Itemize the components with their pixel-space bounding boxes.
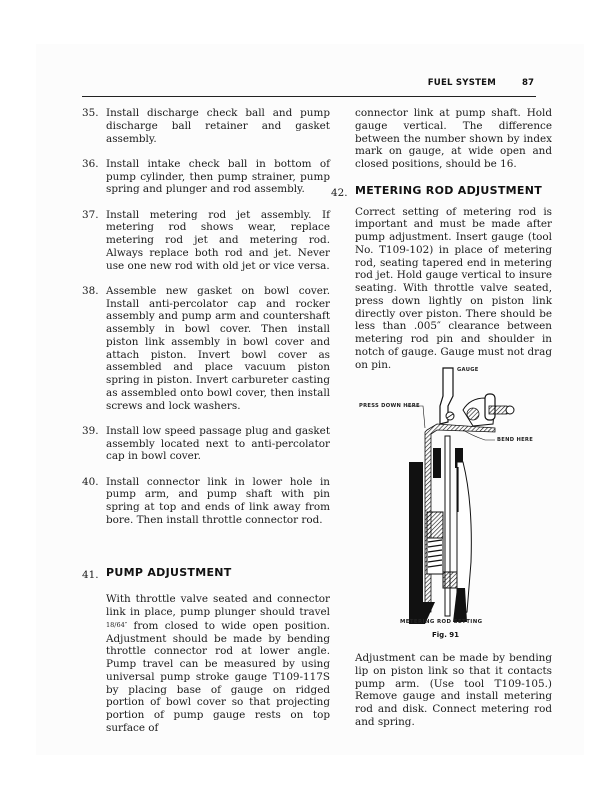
step-number: 39. [82,424,99,437]
step-text: Install metering rod jet assembly. If metering rod shows wear, replace metering rod jet and metering rod. Always replace both rod and jet. Never use one new rod with old jet or vice versa. [106,208,330,272]
running-header [82,76,536,97]
section-42-heading [331,185,552,198]
step-number: 40. [82,475,99,488]
step-number: 35. [82,107,99,119]
page-number: 87 [522,78,534,88]
step-text: Install intake check ball in bottom of pump cylinder, then pump strainer, pump spring and plunger and rod assembly. [106,157,330,196]
step-38 [82,285,330,413]
step-37 [82,209,330,273]
section-title: METERING ROD ADJUSTMENT [355,183,543,197]
section-number: 42. [331,186,348,199]
label-gauge: GAUGE [457,367,479,373]
body-text: With throttle valve seated and connector link in place, pump plunger should travel [106,593,330,618]
chapter-title: FUEL SYSTEM [427,78,496,88]
step-36 [82,158,330,196]
section-42-body: Correct setting of metering rod is important and must be made after pump adjustment. Insert gauge (tool No. T109-102) in place of metering rod, seating tapered end in metering rod jet. Hold gauge vertical to insure seating. With throttle valve seated, press down lightly on piston link directly over piston. There should be less than .005″ clearance between metering rod pin and shoulder in notch of gauge. Gauge must not drag on pin. [355,205,552,371]
step-text: Install discharge check ball and pump discharge ball retainer and gasket assembly. [106,107,330,145]
step-text: Assemble new gasket on bowl cover. Install anti-percolator cap and rocker assembly and pump arm and countershaft assembly in bowl cover. Then install piston link assembly in bowl cover and attach piston. Invert bowl cover as assembled and place vacuum piston spring in piston. Invert carbureter casting as assembled onto bowl cover, then install screws and lock washers. [106,284,330,412]
travel-fraction: 18/64″ [106,620,128,629]
closing-paragraph: Adjustment can be made by bending lip on piston link so that it contacts pump arm. (Use tool T109-105.) Remove gauge and install metering rod and disk. Connect metering rod and spring. [355,652,552,728]
step-35 [82,107,330,145]
section-number: 41. [82,568,99,581]
right-column [331,107,552,371]
figure-caption: METERING ROD SETTING [400,619,483,625]
step-40 [82,476,330,527]
section-41-body [82,593,330,734]
step-text: Install connector link in lower hole in pump arm, and pump shaft with pin spring at top and ends of link away from bore. Then install throttle connector rod. [106,475,330,526]
figure-91 [345,362,555,642]
step-39 [82,425,330,463]
label-bend-here: BEND HERE [497,437,534,443]
step-number: 36. [82,157,99,170]
section-41-heading [82,567,330,580]
figure-number: Fig. 91 [432,631,460,639]
step-text: Install low speed passage plug and gasket assembly located next to anti-percolator cap in bowl cover. [106,424,330,463]
left-column [82,107,330,735]
label-press-down-here: PRESS DOWN HERE [359,403,420,409]
closing-paragraph-container [355,652,552,729]
body-text: from closed to wide open position. Adjustment should be made by bending throttle connector rod at lower angle. Pump travel can be measured by using universal pump stroke gauge T109-117S by placing base of gauge on ridged portion of bowl cover so that projecting portion of pump gauge rests on top surface of [106,619,330,734]
continuation-paragraph: connector link at pump shaft. Hold gauge vertical. The difference between the number shown by index mark on gauge, at wide open and closed positions, should be 16. [355,107,552,170]
step-number: 37. [82,208,99,221]
section-title: PUMP ADJUSTMENT [106,565,232,579]
step-number: 38. [82,284,99,297]
